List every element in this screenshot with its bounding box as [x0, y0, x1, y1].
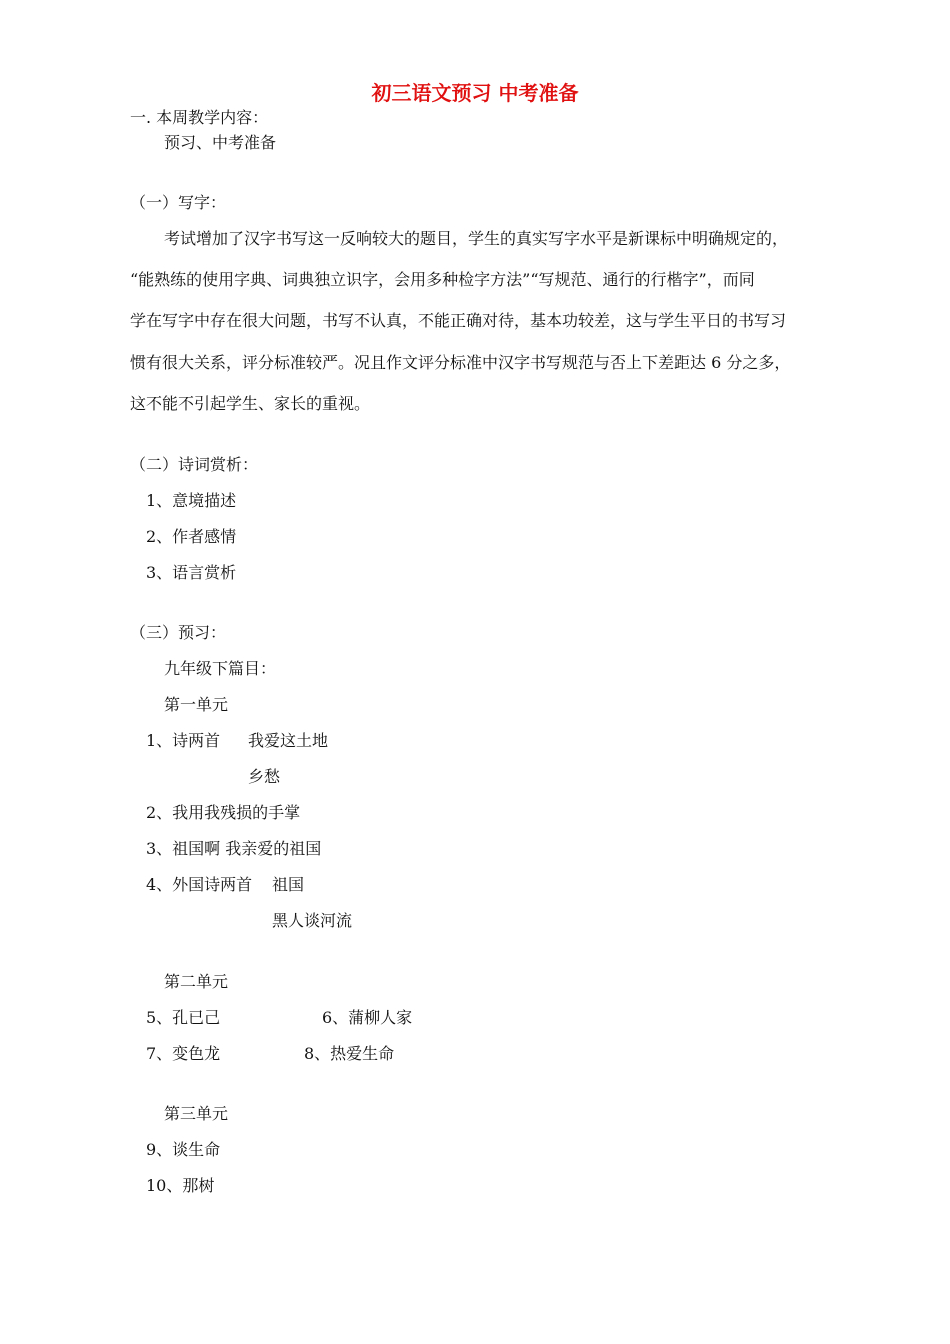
unit-1-item-4-poem-b: 黑人谈河流	[272, 911, 353, 930]
teaching-content-text: 预习、中考准备	[164, 133, 277, 152]
unit-3-label: 第三单元	[164, 1104, 229, 1123]
poetry-item: 2、作者感情	[146, 527, 237, 546]
unit-1-label: 第一单元	[164, 695, 229, 714]
poetry-item: 3、语言赏析	[146, 563, 237, 582]
preview-heading: （三）预习：	[130, 623, 227, 642]
unit-1-item-4-poem-a: 祖国	[272, 875, 305, 894]
section-heading-teaching-content: 一. 本周教学内容：	[130, 108, 269, 127]
document-title: 初三语文预习 中考准备	[371, 81, 579, 105]
writing-paragraph-line-2: “能熟练的使用字典、词典独立识字，会用多种检字方法”“写规范、通行的行楷字”，而同	[130, 270, 755, 289]
writing-paragraph-line-4: 惯有很大关系，评分标准较严。况且作文评分标准中汉字书写规范与否上下差距达 6 分之多，	[130, 353, 791, 372]
poetry-heading: （二）诗词赏析：	[130, 455, 259, 474]
writing-paragraph-line-5: 这不能不引起学生、家长的重视。	[130, 394, 371, 413]
unit-2-label: 第二单元	[164, 972, 229, 991]
unit-1-item-1-poem-a: 我爱这土地	[248, 731, 329, 750]
grade-label: 九年级下篇目：	[164, 659, 277, 678]
unit-2-item-7: 7、变色龙	[146, 1044, 221, 1063]
unit-3-item-10: 10、那树	[146, 1176, 215, 1195]
writing-paragraph-line-1: 考试增加了汉字书写这一反响较大的题目，学生的真实写字水平是新课标中明确规定的，	[164, 229, 789, 248]
unit-2-item-8: 8、热爱生命	[304, 1044, 395, 1063]
unit-1-item-2: 2、我用我残损的手掌	[146, 803, 301, 822]
unit-1-item-4: 4、外国诗两首	[146, 875, 253, 894]
unit-3-item-9: 9、谈生命	[146, 1140, 221, 1159]
unit-1-item-1-poem-b: 乡愁	[248, 767, 281, 786]
unit-2-item-6: 6、蒲柳人家	[322, 1008, 413, 1027]
poetry-item: 1、意境描述	[146, 491, 237, 510]
writing-paragraph-line-3: 学在写字中存在很大问题，书写不认真，不能正确对待，基本功较差，这与学生平日的书写习	[130, 311, 787, 330]
unit-1-item-1: 1、诗两首	[146, 731, 221, 750]
unit-2-item-5: 5、孔已己	[146, 1008, 221, 1027]
unit-1-item-3: 3、祖国啊 我亲爱的祖国	[146, 839, 322, 858]
writing-heading: （一）写字：	[130, 193, 227, 212]
